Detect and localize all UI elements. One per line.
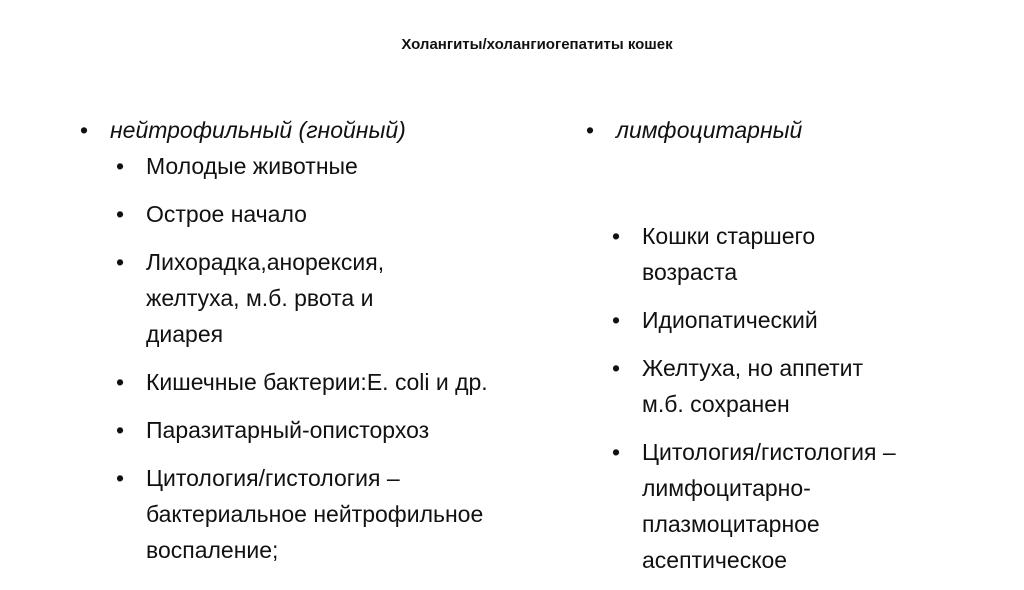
list-item: • Лихорадка,анорексия, желтуха, м.б. рвота и диарея [116,244,456,352]
list-item: • Идиопатический [612,302,1006,338]
slide-title: Холангиты/холангиогепатиты кошек [401,36,673,53]
list-item: • Острое начало [116,196,560,232]
column-heading: • нейтрофильный (гнойный) [80,112,560,148]
column-heading: • лимфоцитарный [586,112,1006,148]
list-item: • Кошки старшего возраста [612,218,872,290]
column-lymphocytic [586,112,1006,590]
list-item: • Цитология/гистология – бактериальное нейтрофильное воспаление; [116,460,506,568]
list-item: • Паразитарный-описторхоз [116,412,560,448]
list-item: • Желтуха, но аппетит м.б. сохранен [612,350,892,422]
bullet-list [116,148,560,568]
list-item: • Кишечные бактерии:E. coli и др. [116,364,526,400]
column-neutrophilic [80,112,560,580]
bullet-list [612,218,1006,578]
list-item: • Молодые животные [116,148,560,184]
list-item: • Цитология/гистология – лимфоцитарно-плазмоцитарное асептическое [612,434,962,578]
